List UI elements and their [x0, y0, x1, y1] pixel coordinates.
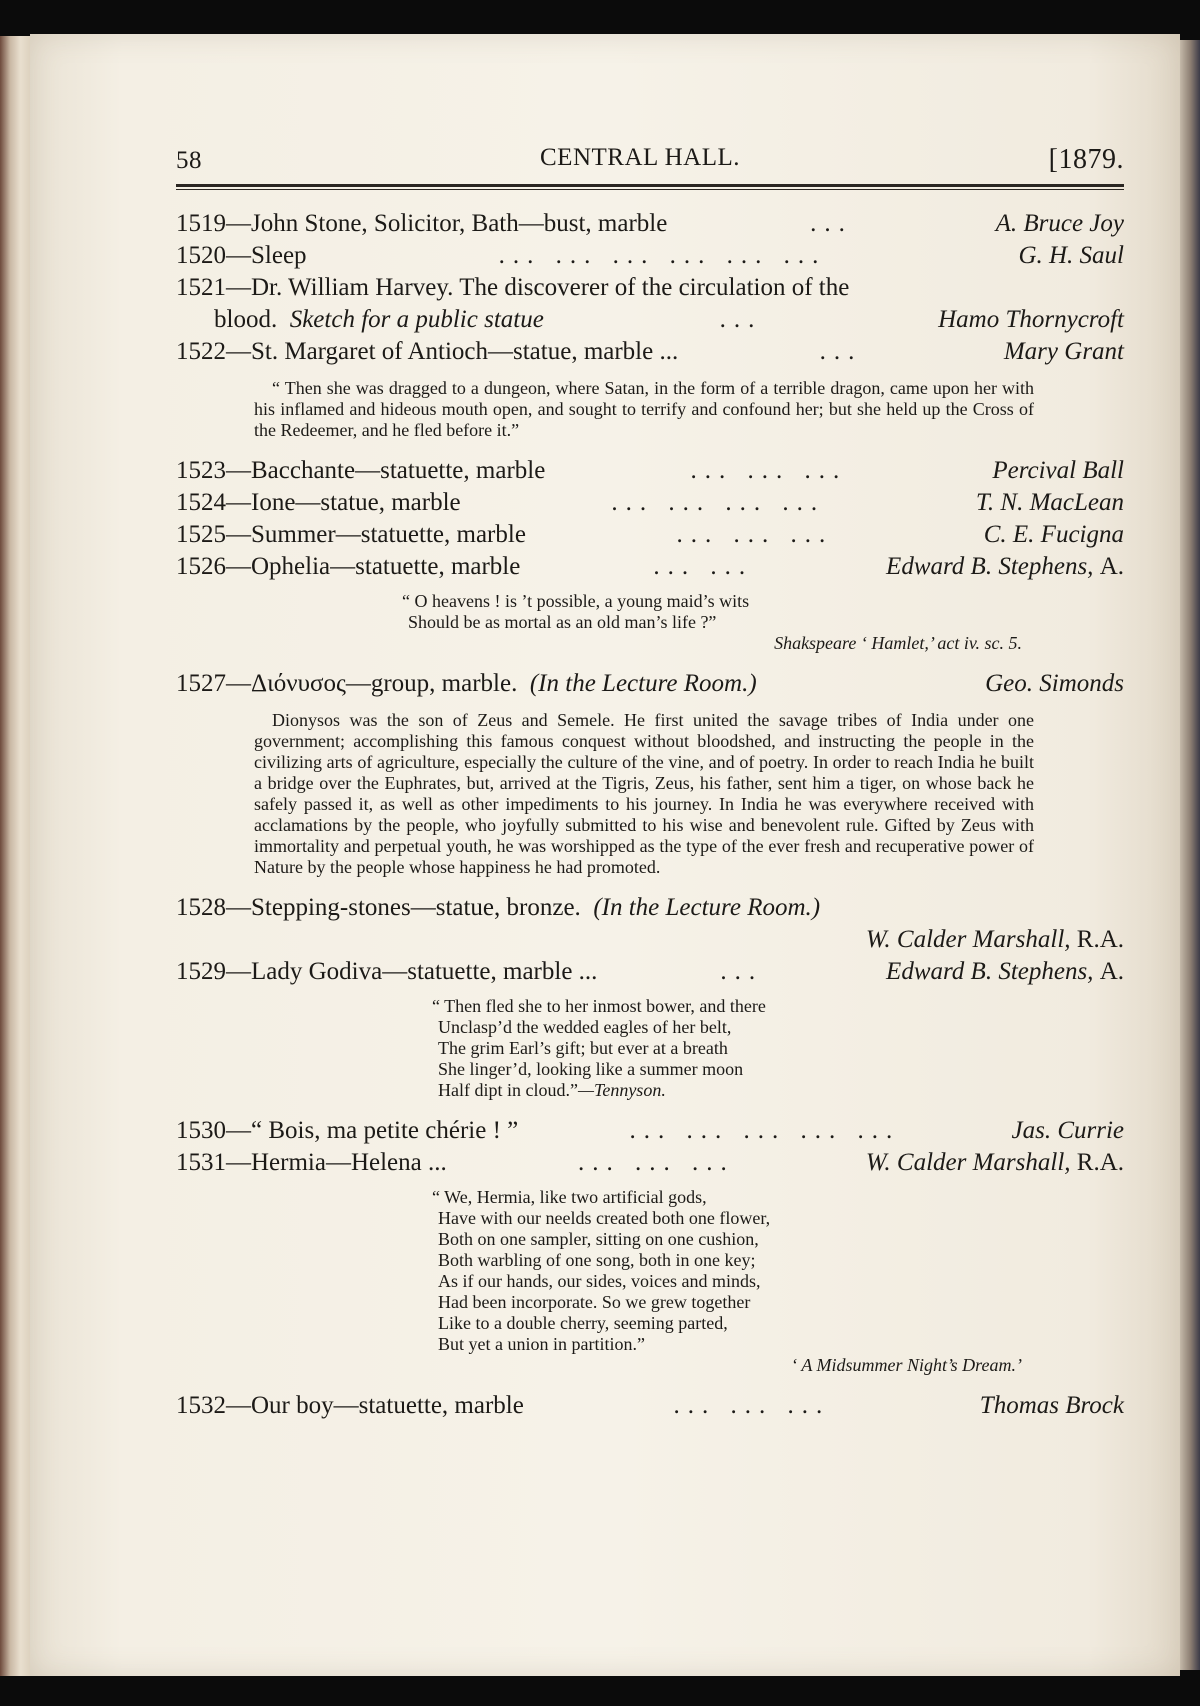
entry-number: 1526 — [176, 553, 226, 580]
note-dionysos: Dionysos was the son of Zeus and Semele. He first united the savage tribes of India under one government; accomplishing this famous conquest without bloodshed, and instructing the people in the civilizing arts of agriculture, especially the culture of the vine, and of poetry. In order to reach India he built a bridge over the Euphrates, but, arrived at the Tigris, Zeus, his father, sent him a tiger, on whose back he safely passed it, as well as other impediments to his journey. In India he was everywhere received with acclamations by the people, who joyfully submitted to his wise and benevolent rule. Gifted by Zeus with immortality and perpetual youth, he was worshipped as the type of the ever fresh and recuperative power of Nature by the people whose happiness he had promoted. — [254, 710, 1034, 877]
entry-description-cont: blood. — [214, 306, 278, 333]
artist-name: Mary Grant — [1003, 338, 1124, 365]
entry-description: —St. Margaret of Antioch—statue, marble ... — [226, 338, 679, 365]
artist-name: Percival Ball — [992, 457, 1124, 484]
catalogue-entry — [176, 455, 1124, 487]
verse-line: But yet a union in partition.” — [438, 1334, 645, 1354]
artist-name: G. H. Saul — [1018, 242, 1124, 269]
entry-description: —Stepping-stones—statue, bronze. — [226, 894, 581, 921]
entry-number: 1531 — [176, 1149, 226, 1176]
verse-line: As if our hands, our sides, voices and minds, — [438, 1271, 761, 1291]
page-number: 58 — [176, 147, 202, 174]
entry-number: 1530 — [176, 1117, 226, 1144]
header-rule — [176, 184, 1124, 190]
leader-dots: ... — [810, 210, 853, 237]
entry-description: —Διόνυσος—group, marble. — [226, 670, 518, 697]
running-title: CENTRAL HALL. — [540, 144, 740, 171]
verse-line: “ We, Hermia, like two artificial gods, — [432, 1187, 707, 1207]
artist-name: W. Calder Marshall, — [865, 1149, 1071, 1176]
verse-ophelia — [402, 591, 1022, 654]
leader-dots: ... ... ... ... — [611, 489, 826, 516]
artist-name: C. E. Fucigna — [983, 521, 1124, 548]
catalogue-entry — [176, 208, 1124, 240]
catalogue-entry — [176, 1390, 1124, 1422]
entry-location: (In the Lecture Room.) — [593, 894, 821, 921]
verse-line: Both warbling of one song, both in one key; — [438, 1250, 756, 1270]
entry-number: 1520 — [176, 242, 226, 269]
entry-number: 1528 — [176, 894, 226, 921]
verse-line: “ Then fled she to her inmost bower, and there — [432, 996, 766, 1016]
entry-description: —Dr. William Harvey. The discoverer of the circulation of the — [226, 274, 850, 301]
catalogue-entry — [176, 240, 1124, 272]
artist-name: W. Calder Marshall, — [865, 926, 1071, 953]
artist-name: Edward B. Stephens, — [886, 553, 1094, 580]
verse-line: Half dipt in cloud.” — [438, 1080, 578, 1100]
catalogue-entry — [176, 892, 1124, 924]
artist-name: Edward B. Stephens, — [886, 958, 1094, 985]
catalogue-entry — [176, 336, 1124, 368]
verse-line: Both on one sampler, sitting on one cushion, — [438, 1229, 759, 1249]
artist-line — [176, 924, 1124, 956]
catalogue-entry — [176, 487, 1124, 519]
note-margaret: “ Then she was dragged to a dungeon, where Satan, in the form of a terrible dragon, came upon her with his inflamed and hideous mouth open, and sought to terrify and confound her; but she held up the Cross of the Redeemer, and he fled before it.” — [254, 378, 1034, 440]
entry-description: —“ Bois, ma petite chérie ! ” — [226, 1117, 519, 1144]
leader-dots: ... — [720, 958, 764, 985]
entry-description-italic: Sketch for a public statue — [289, 306, 544, 333]
artist-name: Geo. Simonds — [985, 670, 1124, 697]
page-content — [176, 144, 1124, 1422]
verse-attribution: —Tennyson. — [577, 1080, 666, 1100]
book-edge-left — [0, 36, 34, 1676]
leader-dots: ... ... ... ... ... — [629, 1117, 901, 1144]
entry-description: —John Stone, Solicitor, Bath—bust, marble — [226, 210, 668, 237]
artist-title: R.A. — [1076, 1149, 1124, 1176]
catalogue-entry — [176, 272, 1124, 336]
entry-number: 1525 — [176, 521, 226, 548]
entry-description: —Sleep — [226, 242, 307, 269]
verse-line: Had been incorporate. So we grew together — [438, 1292, 751, 1312]
leader-dots: ... ... ... — [673, 1392, 831, 1419]
entry-number: 1521 — [176, 274, 226, 301]
artist-name: A. Bruce Joy — [995, 210, 1124, 237]
leader-dots: ... ... ... — [676, 521, 834, 548]
verse-godiva — [432, 996, 1124, 1101]
verse-line: Have with our neelds created both one flower, — [438, 1208, 771, 1228]
entry-number: 1532 — [176, 1392, 226, 1419]
entry-description: —Hermia—Helena ... — [226, 1149, 447, 1176]
artist-title: A. — [1099, 958, 1124, 985]
artist-name: Hamo Thornycroft — [938, 306, 1124, 333]
verse-line: Unclasp’d the wedded eagles of her belt, — [438, 1017, 732, 1037]
entry-description: —Summer—statuette, marble — [226, 521, 526, 548]
entry-description: —Ophelia—statuette, marble — [226, 553, 521, 580]
artist-title: R.A. — [1076, 926, 1124, 953]
leader-dots: ... — [819, 338, 863, 365]
leader-dots: ... ... ... — [690, 457, 848, 484]
entry-number: 1522 — [176, 338, 226, 365]
entry-number: 1519 — [176, 210, 226, 237]
verse-line: The grim Earl’s gift; but ever at a breath — [438, 1038, 728, 1058]
entry-number: 1527 — [176, 670, 226, 697]
artist-name: Jas. Currie — [1011, 1117, 1124, 1144]
leader-dots: ... — [719, 306, 763, 333]
verse-line: “ O heavens ! is ’t possible, a young maid’s wits — [402, 591, 750, 611]
verse-line: Should be as mortal as an old man’s life ?” — [408, 612, 717, 632]
catalogue-entry — [176, 956, 1124, 988]
entry-location: (In the Lecture Room.) — [529, 670, 757, 697]
entry-description: —Lady Godiva—statuette, marble ... — [226, 958, 598, 985]
catalogue-entry — [176, 1147, 1124, 1179]
catalogue-entry — [176, 668, 1124, 700]
year-label: [1879. — [1048, 144, 1124, 175]
verse-attribution: ‘ A Midsummer Night’s Dream.’ — [791, 1355, 1022, 1375]
entry-description: —Ione—statue, marble — [226, 489, 461, 516]
entry-description: —Our boy—statuette, marble — [226, 1392, 524, 1419]
verse-line: Like to a double cherry, seeming parted, — [438, 1313, 728, 1333]
catalogue-entry — [176, 1115, 1124, 1147]
running-header — [176, 144, 1124, 178]
catalogue-entry — [176, 519, 1124, 551]
verse-hermia — [432, 1187, 1022, 1376]
verse-line: She linger’d, looking like a summer moon — [438, 1059, 744, 1079]
entry-number: 1523 — [176, 457, 226, 484]
verse-attribution: Shakspeare ‘ Hamlet,’ act iv. sc. 5. — [774, 633, 1022, 653]
book-page — [30, 34, 1180, 1676]
leader-dots: ... ... ... — [577, 1149, 735, 1176]
entry-number: 1529 — [176, 958, 226, 985]
entry-number: 1524 — [176, 489, 226, 516]
artist-name: T. N. MacLean — [975, 489, 1124, 516]
catalogue-entry — [176, 551, 1124, 583]
leader-dots: ... ... ... ... ... ... — [498, 242, 827, 269]
entry-description: —Bacchante—statuette, marble — [226, 457, 546, 484]
artist-name: Thomas Brock — [979, 1392, 1124, 1419]
artist-title: A. — [1099, 553, 1124, 580]
leader-dots: ... ... — [653, 553, 754, 580]
